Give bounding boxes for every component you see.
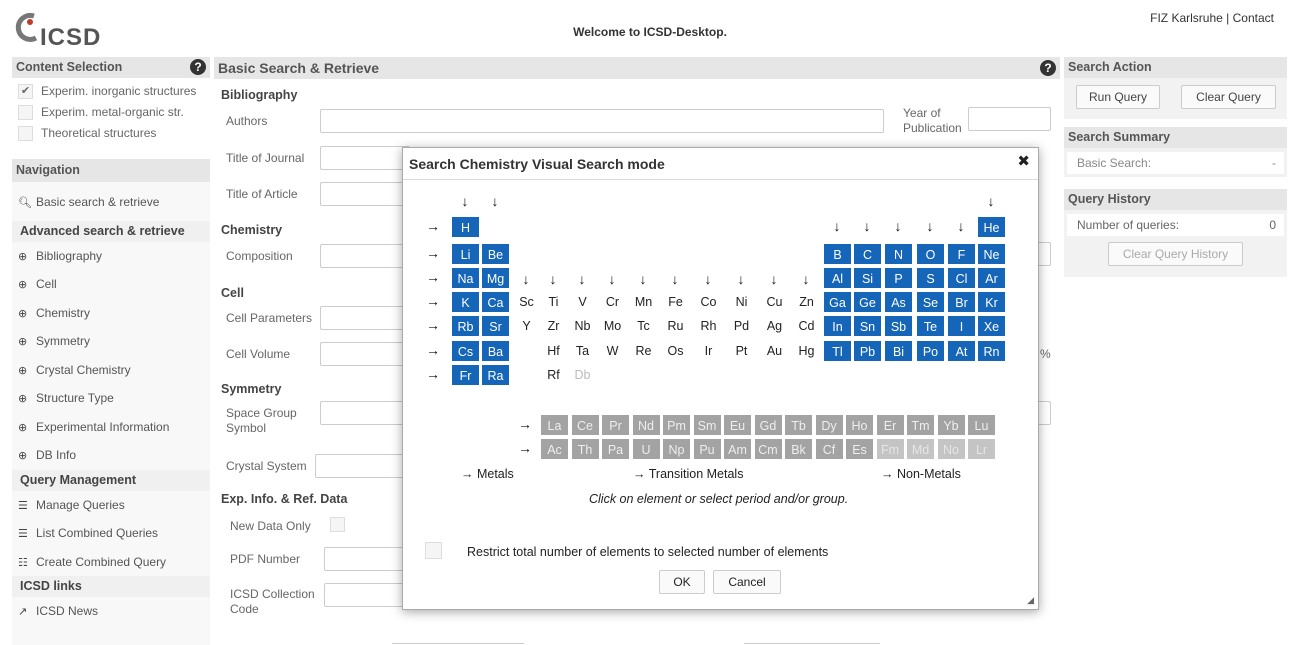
cell-parameters-label: Cell Parameters (226, 311, 313, 325)
welcome-message: Welcome to ICSD-Desktop. (573, 25, 727, 39)
search-action-panel (1064, 57, 1287, 119)
element-mn[interactable]: Mn (634, 295, 653, 309)
element-ar[interactable]: Ar (977, 267, 1006, 289)
group-8-arrow-icon[interactable]: ↓ (671, 271, 679, 287)
element-eu[interactable]: Eu (723, 414, 752, 436)
element-s[interactable]: S (916, 267, 945, 289)
search-summary-title: Search Summary (1064, 127, 1287, 148)
ok-button[interactable]: OK (659, 570, 705, 594)
element-na[interactable]: Na (451, 267, 480, 289)
content-option-theoretical[interactable] (12, 123, 210, 144)
history-label: Number of queries: (1077, 218, 1180, 232)
element-ce[interactable]: Ce (571, 414, 600, 436)
element-cf[interactable]: Cf (815, 438, 844, 460)
new-data-checkbox[interactable] (330, 517, 345, 532)
nav-label: DB Info (36, 448, 77, 462)
element-tl[interactable]: Tl (823, 340, 852, 362)
content-option-inorganic[interactable] (12, 81, 210, 102)
element-cs[interactable]: Cs (451, 340, 480, 362)
clear-history-button[interactable]: Clear Query History (1108, 242, 1243, 266)
content-selection-panel (12, 57, 210, 144)
group-10-arrow-icon[interactable]: ↓ (737, 271, 745, 287)
pdf-label: PDF Number (230, 552, 301, 566)
zoom-in-icon: ⊕ (18, 279, 28, 291)
year-label: Year of Publication (903, 106, 962, 135)
nav-label: Structure Type (36, 391, 114, 405)
element-kr[interactable]: Kr (977, 291, 1006, 313)
fiz-karlsruhe-link[interactable]: FIZ Karlsruhe (1150, 11, 1223, 25)
search-action-title: Search Action (1064, 57, 1287, 78)
element-xe[interactable]: Xe (977, 315, 1006, 337)
logo-text: ICSD (40, 24, 102, 51)
group-3-arrow-icon[interactable]: ↓ (522, 271, 530, 287)
summary-value: - (1272, 156, 1276, 170)
query-management-title: Query Management (12, 470, 210, 491)
element-sn[interactable]: Sn (853, 315, 882, 337)
element-as[interactable]: As (884, 291, 913, 313)
element-rf[interactable]: Rf (547, 368, 560, 382)
nav-label: Basic search & retrieve (36, 195, 160, 209)
group-7-arrow-icon[interactable]: ↓ (639, 271, 647, 287)
element-ca[interactable]: Ca (481, 291, 510, 313)
cell-volume-label: Cell Volume (226, 347, 291, 361)
group-18-arrow-icon[interactable]: ↓ (987, 193, 995, 209)
element-c[interactable]: C (853, 243, 882, 265)
nav-create-combined-query[interactable] (12, 548, 210, 577)
composition-label: Composition (226, 249, 293, 263)
pdf-input[interactable] (324, 547, 410, 571)
element-hf[interactable]: Hf (547, 344, 560, 358)
element-f[interactable]: F (947, 243, 976, 265)
icsd-links-title: ICSD links (12, 576, 210, 597)
element-v[interactable]: V (578, 295, 587, 309)
element-po[interactable]: Po (916, 340, 945, 362)
group-4-arrow-icon[interactable]: ↓ (549, 271, 557, 287)
element-lu[interactable]: Lu (967, 414, 996, 436)
content-option-label: Experim. metal-organic str. (41, 105, 184, 119)
crystal-system-select[interactable] (315, 454, 410, 478)
element-zr[interactable]: Zr (547, 319, 560, 333)
visual-search-modal (402, 147, 1039, 610)
periodic-table (403, 148, 1038, 508)
element-b[interactable]: B (823, 243, 852, 265)
space-group-input[interactable] (320, 401, 410, 425)
element-mo[interactable]: Mo (603, 319, 622, 333)
nav-experimental-info[interactable] (12, 413, 210, 442)
resize-handle-icon[interactable]: ◢ (1027, 595, 1034, 605)
element-cu[interactable]: Cu (766, 295, 783, 309)
actinide-row-arrow-icon[interactable]: → (518, 440, 532, 456)
top-links (1150, 11, 1274, 25)
checkbox-icon[interactable] (18, 105, 33, 120)
nav-cell[interactable] (12, 270, 210, 299)
element-ga[interactable]: Ga (823, 291, 852, 313)
cell-section: Cell (221, 286, 244, 300)
cell-volume-input[interactable] (320, 342, 410, 366)
group-14-arrow-icon[interactable]: ↓ (863, 218, 871, 234)
journal-input[interactable] (320, 146, 410, 170)
group-1-arrow-icon[interactable]: ↓ (461, 193, 469, 209)
summary-label: Basic Search: (1077, 156, 1152, 170)
element-li[interactable]: Li (451, 243, 480, 265)
element-dy[interactable]: Dy (815, 414, 844, 436)
main-panel-header (214, 57, 1060, 79)
space-group-label: Space Group Symbol (226, 406, 297, 435)
element-br[interactable]: Br (947, 291, 976, 313)
period-4-arrow-icon[interactable]: → (426, 293, 440, 309)
checkbox-checked-icon[interactable]: ✔ (18, 84, 33, 99)
element-th[interactable]: Th (571, 438, 600, 460)
year-input[interactable] (968, 107, 1051, 131)
element-ir[interactable]: Ir (704, 344, 713, 358)
nav-icsd-news[interactable] (12, 597, 210, 626)
external-link-icon: ↗ (18, 606, 28, 618)
navigation-title: Navigation (12, 159, 210, 182)
zoom-in-icon: ⊕ (18, 336, 28, 348)
lanthanide-row-arrow-icon[interactable]: → (518, 416, 532, 432)
help-icon[interactable]: ? (190, 59, 206, 75)
cell-parameters-input[interactable] (320, 306, 410, 330)
search-summary-panel (1064, 127, 1287, 177)
close-icon[interactable]: ✖ (1017, 153, 1030, 170)
selection-hint: Click on element or select period and/or group. (589, 492, 849, 506)
nav-db-info[interactable] (12, 441, 210, 470)
search-icon: 🔍︎ (18, 197, 32, 209)
element-ge[interactable]: Ge (853, 291, 882, 313)
element-sm[interactable]: Sm (693, 414, 722, 436)
zoom-in-icon: ⊕ (18, 364, 28, 377)
nav-label: Chemistry (36, 305, 91, 320)
element-mg[interactable]: Mg (481, 267, 510, 289)
period-2-arrow-icon[interactable]: → (426, 245, 440, 261)
element-ru[interactable]: Ru (667, 319, 684, 333)
restrict-label: Restrict total number of elements to selected number of elements (467, 545, 829, 559)
element-y[interactable]: Y (522, 319, 531, 333)
nav-label: Bibliography (36, 248, 103, 263)
legend-metals: → Metals (461, 467, 514, 481)
nav-structure-type[interactable] (12, 384, 210, 413)
nav-label: List Combined Queries (36, 526, 159, 540)
group-5-arrow-icon[interactable]: ↓ (578, 271, 586, 287)
checkbox-icon[interactable] (18, 126, 33, 141)
element-k[interactable]: K (451, 291, 480, 313)
element-ac[interactable]: Ac (540, 438, 569, 460)
element-cl[interactable]: Cl (947, 267, 976, 289)
element-la[interactable]: La (540, 414, 569, 436)
query-history-panel (1064, 189, 1287, 277)
element-np[interactable]: Np (662, 438, 691, 460)
new-data-label: New Data Only (230, 519, 311, 533)
element-pa[interactable]: Pa (601, 438, 630, 460)
collection-code-label: ICSD Collection Code (230, 587, 315, 616)
list-icon: ☰ (18, 499, 28, 512)
element-w[interactable]: W (606, 344, 619, 358)
cancel-button[interactable]: Cancel (713, 570, 781, 594)
main-panel-title: Basic Search & Retrieve (218, 60, 380, 76)
element-md[interactable]: Md (906, 438, 935, 460)
group-17-arrow-icon[interactable]: ↓ (957, 218, 965, 234)
group-9-arrow-icon[interactable]: ↓ (704, 271, 712, 287)
period-5-arrow-icon[interactable]: → (426, 317, 440, 333)
element-u[interactable]: U (632, 438, 661, 460)
history-count: 0 (1269, 218, 1276, 232)
element-ti[interactable]: Ti (548, 295, 559, 309)
element-pt[interactable]: Pt (735, 344, 748, 358)
advanced-search-title: Advanced search & retrieve (12, 221, 210, 242)
history-row (1067, 214, 1284, 236)
zoom-in-icon: ⊕ (18, 450, 28, 462)
element-pm[interactable]: Pm (662, 414, 691, 436)
run-query-button[interactable]: Run Query (1076, 85, 1160, 109)
content-option-metal-organic[interactable] (12, 102, 210, 123)
zoom-in-icon: ⊕ (18, 307, 28, 320)
period-7-arrow-icon[interactable]: → (426, 366, 440, 382)
nav-bibliography[interactable] (12, 242, 210, 271)
list-icon: ☰ (18, 528, 28, 540)
element-te[interactable]: Te (916, 315, 945, 337)
element-es[interactable]: Es (845, 438, 874, 460)
element-tm[interactable]: Tm (906, 414, 935, 436)
help-icon[interactable]: ? (1040, 60, 1056, 76)
element-fe[interactable]: Fe (668, 295, 683, 309)
contact-link[interactable]: Contact (1232, 11, 1274, 25)
element-sc[interactable]: Sc (519, 295, 534, 309)
modal-title: Search Chemistry Visual Search mode (409, 156, 665, 172)
nav-label: Cell (36, 277, 57, 291)
element-sr[interactable]: Sr (481, 315, 510, 337)
element-er[interactable]: Er (876, 414, 905, 436)
journal-label: Title of Journal (226, 151, 305, 165)
element-fr[interactable]: Fr (451, 364, 480, 386)
nav-crystal-chemistry[interactable] (12, 356, 210, 385)
zoom-in-icon: ⊕ (18, 250, 28, 263)
content-option-label: Theoretical structures (41, 126, 157, 140)
crystal-system-label: Crystal System (226, 459, 307, 473)
element-co[interactable]: Co (700, 295, 717, 309)
element-rh[interactable]: Rh (700, 319, 717, 333)
zoom-in-icon: ⊕ (18, 393, 28, 405)
period-1-arrow-icon[interactable]: → (426, 218, 440, 234)
element-ne[interactable]: Ne (977, 243, 1006, 265)
element-gd[interactable]: Gd (754, 414, 783, 436)
group-16-arrow-icon[interactable]: ↓ (926, 218, 934, 234)
period-6-arrow-icon[interactable]: → (426, 342, 440, 358)
clear-query-button[interactable]: Clear Query (1181, 85, 1276, 109)
element-tb[interactable]: Tb (784, 414, 813, 436)
element-rn[interactable]: Rn (977, 340, 1006, 362)
content-option-label: Experim. inorganic structures (41, 84, 197, 98)
element-au[interactable]: Au (766, 344, 783, 358)
group-15-arrow-icon[interactable]: ↓ (894, 218, 902, 234)
nav-symmetry[interactable] (12, 327, 210, 356)
article-label: Title of Article (226, 187, 298, 201)
element-os[interactable]: Os (667, 344, 684, 358)
legend-transition-metals: → Transition Metals (633, 467, 744, 481)
nav-label: Manage Queries (36, 497, 125, 512)
element-ta[interactable]: Ta (575, 344, 590, 358)
element-al[interactable]: Al (823, 267, 852, 289)
element-ra[interactable]: Ra (481, 364, 510, 386)
composition-input[interactable] (320, 244, 410, 268)
element-se[interactable]: Se (916, 291, 945, 313)
content-selection-title: Content Selection (12, 57, 210, 78)
collection-code-input[interactable] (324, 583, 410, 607)
element-sb[interactable]: Sb (884, 315, 913, 337)
element-tc[interactable]: Tc (637, 319, 650, 333)
nav-label: Crystal Chemistry (36, 362, 131, 377)
nav-basic-search[interactable] (12, 188, 210, 217)
summary-row (1067, 152, 1284, 174)
element-in[interactable]: In (823, 315, 852, 337)
element-ba[interactable]: Ba (481, 340, 510, 362)
chemistry-section: Chemistry (221, 223, 283, 237)
nav-manage-queries[interactable] (12, 491, 210, 520)
element-ni[interactable]: Ni (735, 295, 748, 309)
group-13-arrow-icon[interactable]: ↓ (833, 218, 841, 234)
element-bk[interactable]: Bk (784, 438, 813, 460)
element-rb[interactable]: Rb (451, 315, 480, 337)
element-ag[interactable]: Ag (766, 319, 783, 333)
element-o[interactable]: O (916, 243, 945, 265)
element-pd[interactable]: Pd (733, 319, 750, 333)
separator: | (1226, 11, 1230, 25)
nav-label: Create Combined Query (36, 554, 167, 569)
authors-label: Authors (226, 114, 268, 128)
exp-info-section: Exp. Info. & Ref. Data (221, 492, 348, 506)
nav-chemistry[interactable] (12, 299, 210, 328)
group-2-arrow-icon[interactable]: ↓ (491, 193, 499, 209)
nav-label: ICSD News (36, 604, 99, 618)
element-pr[interactable]: Pr (601, 414, 630, 436)
element-cm[interactable]: Cm (754, 438, 783, 460)
element-p[interactable]: P (884, 267, 913, 289)
element-he[interactable]: He (977, 216, 1006, 238)
element-nd[interactable]: Nd (632, 414, 661, 436)
element-n[interactable]: N (884, 243, 913, 265)
nav-label: Symmetry (36, 334, 90, 348)
bibliography-section: Bibliography (221, 88, 298, 102)
element-i[interactable]: I (947, 315, 976, 337)
element-cd[interactable]: Cd (798, 319, 815, 333)
element-si[interactable]: Si (853, 267, 882, 289)
element-fm[interactable]: Fm (876, 438, 905, 460)
restrict-checkbox[interactable] (425, 542, 442, 559)
element-am[interactable]: Am (723, 438, 752, 460)
element-pu[interactable]: Pu (693, 438, 722, 460)
element-lr[interactable]: Lr (967, 438, 996, 460)
group-12-arrow-icon[interactable]: ↓ (802, 271, 810, 287)
article-input[interactable] (320, 182, 410, 206)
element-zn[interactable]: Zn (799, 295, 814, 309)
element-no[interactable]: No (937, 438, 966, 460)
authors-input[interactable] (320, 109, 884, 133)
navigation-panel (12, 159, 210, 645)
element-hg[interactable]: Hg (798, 344, 815, 358)
element-cr[interactable]: Cr (605, 295, 620, 309)
element-pb[interactable]: Pb (853, 340, 882, 362)
element-db[interactable]: Db (574, 368, 591, 382)
nav-list-combined-queries[interactable] (12, 519, 210, 548)
symmetry-section: Symmetry (221, 382, 282, 396)
element-re[interactable]: Re (635, 344, 652, 358)
query-history-title: Query History (1064, 189, 1287, 210)
element-at[interactable]: At (947, 340, 976, 362)
period-3-arrow-icon[interactable]: → (426, 269, 440, 285)
group-11-arrow-icon[interactable]: ↓ (770, 271, 778, 287)
legend-non-metals: → Non-Metals (881, 467, 961, 481)
zoom-in-icon: ⊕ (18, 421, 28, 434)
element-h[interactable]: H (451, 216, 480, 238)
group-6-arrow-icon[interactable]: ↓ (608, 271, 616, 287)
element-be[interactable]: Be (481, 243, 510, 265)
element-ho[interactable]: Ho (845, 414, 874, 436)
nav-label: Experimental Information (36, 419, 170, 434)
sitemap-icon: ☷ (18, 556, 28, 569)
element-yb[interactable]: Yb (937, 414, 966, 436)
element-bi[interactable]: Bi (884, 340, 913, 362)
element-nb[interactable]: Nb (574, 319, 591, 333)
percent-label: % (1040, 347, 1051, 361)
